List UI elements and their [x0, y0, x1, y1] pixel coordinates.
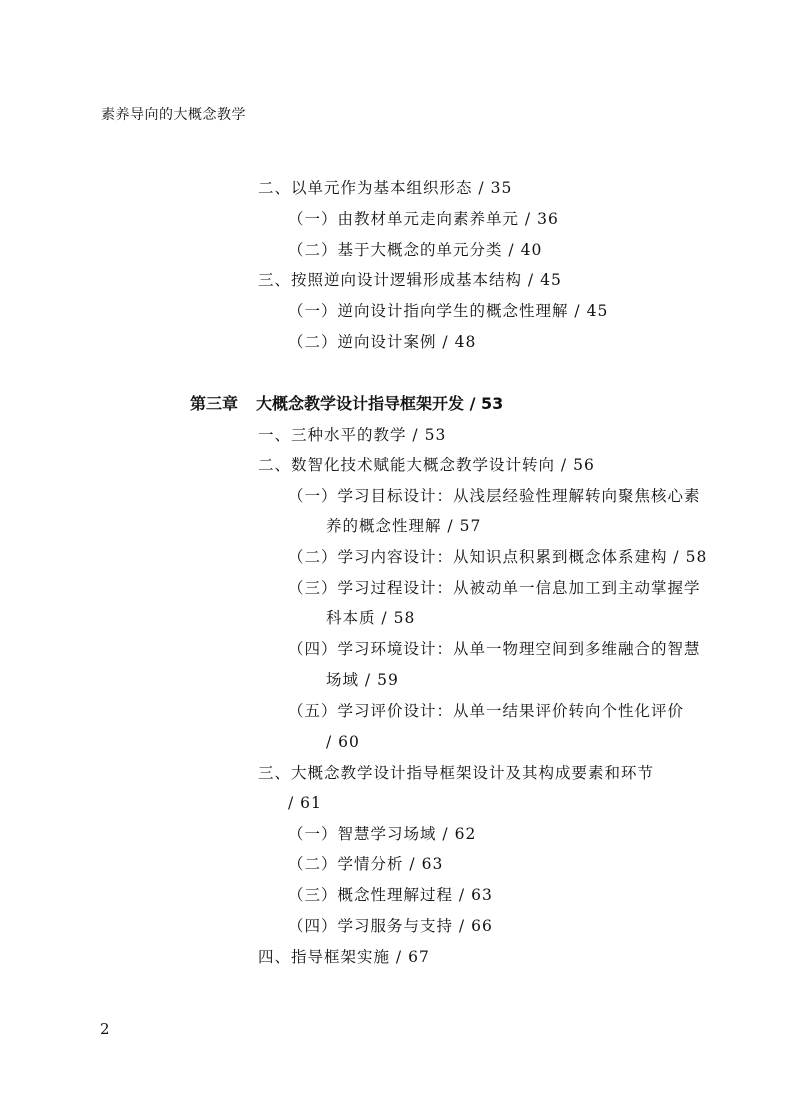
toc-entry: 一、三种水平的教学 / 53 [258, 426, 447, 444]
toc-entry: 二、以单元作为基本组织形态 / 35 [258, 179, 513, 197]
toc-entry: （四）学习服务与支持 / 66 [288, 917, 493, 935]
toc-entry: 四、指导框架实施 / 67 [258, 948, 430, 966]
chapter-heading [190, 393, 503, 415]
toc-entry: （三）概念性理解过程 / 63 [288, 886, 493, 904]
toc-entry: （二）逆向设计案例 / 48 [288, 333, 477, 351]
toc-entry: （五）学习评价设计：从单一结果评价转向个性化评价 [288, 702, 685, 720]
toc-entry-continued: / 60 [326, 733, 360, 751]
toc-entry: （二）学习内容设计：从知识点积累到概念体系建构 / 58 [288, 548, 708, 566]
toc-entry: 三、按照逆向设计逻辑形成基本结构 / 45 [258, 271, 562, 289]
toc-entry: （一）智慧学习场域 / 62 [288, 825, 477, 843]
toc-entry: 二、数智化技术赋能大概念教学设计转向 / 56 [258, 456, 595, 474]
chapter-title: 大概念教学设计指导框架开发 / 53 [256, 394, 504, 413]
toc-entry-continued: / 61 [288, 794, 322, 812]
toc-entry-continued: 养的概念性理解 / 57 [326, 517, 482, 535]
toc-entry: 三、大概念教学设计指导框架设计及其构成要素和环节 [258, 764, 655, 782]
toc-entry: （一）由教材单元走向素养单元 / 36 [288, 210, 559, 228]
running-header: 素养导向的大概念教学 [101, 107, 246, 123]
toc-entry: （一）学习目标设计：从浅层经验性理解转向聚焦核心素 [288, 487, 701, 505]
toc-entry: （四）学习环境设计：从单一物理空间到多维融合的智慧 [288, 640, 701, 658]
toc-entry: （一）逆向设计指向学生的概念性理解 / 45 [288, 302, 609, 320]
toc-entry: （二）基于大概念的单元分类 / 40 [288, 241, 543, 259]
toc-entry-continued: 场域 / 59 [326, 671, 399, 689]
toc-entry: （三）学习过程设计：从被动单一信息加工到主动掌握学 [288, 579, 701, 597]
toc-entry: （二）学情分析 / 63 [288, 855, 444, 873]
page-number: 2 [100, 1020, 110, 1038]
toc-entry-continued: 科本质 / 58 [326, 609, 416, 627]
chapter-number: 第三章 [190, 394, 239, 413]
